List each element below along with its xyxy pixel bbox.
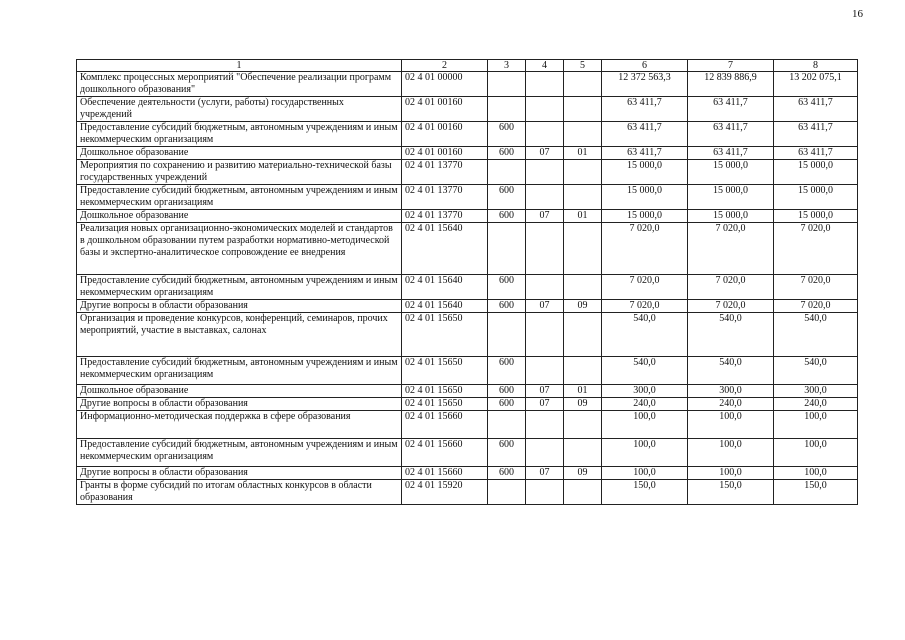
- row-expense-type: 600: [488, 275, 526, 300]
- row-amount-col7: 540,0: [688, 357, 774, 385]
- row-amount-col6: 300,0: [602, 385, 688, 398]
- table-row: [77, 357, 858, 385]
- row-name: Дошкольное образование: [77, 385, 402, 398]
- row-amount-col8: 540,0: [774, 357, 858, 385]
- row-subsection: [564, 357, 602, 385]
- row-expense-type: 600: [488, 210, 526, 223]
- row-target-code: 02 4 01 13770: [402, 160, 488, 185]
- table-row: [77, 72, 858, 97]
- row-name: Информационно-методическая поддержка в сфере образования: [77, 411, 402, 439]
- row-amount-col8: 7 020,0: [774, 223, 858, 275]
- table-row: [77, 275, 858, 300]
- row-amount-col6: 15 000,0: [602, 160, 688, 185]
- row-section: [526, 185, 564, 210]
- row-section: [526, 223, 564, 275]
- row-name: Предоставление субсидий бюджетным, автономным учреждениям и иным некоммерческим организациям: [77, 275, 402, 300]
- row-expense-type: [488, 223, 526, 275]
- row-name: Другие вопросы в области образования: [77, 467, 402, 480]
- row-expense-type: 600: [488, 147, 526, 160]
- row-subsection: [564, 185, 602, 210]
- row-subsection: 09: [564, 300, 602, 313]
- row-amount-col6: 15 000,0: [602, 210, 688, 223]
- row-name: Другие вопросы в области образования: [77, 300, 402, 313]
- row-expense-type: [488, 411, 526, 439]
- row-section: [526, 160, 564, 185]
- row-target-code: 02 4 01 15640: [402, 275, 488, 300]
- row-amount-col8: 540,0: [774, 313, 858, 357]
- row-target-code: 02 4 01 15650: [402, 385, 488, 398]
- row-expense-type: 600: [488, 385, 526, 398]
- row-amount-col6: 7 020,0: [602, 223, 688, 275]
- row-expense-type: [488, 480, 526, 505]
- row-target-code: 02 4 01 00160: [402, 122, 488, 147]
- row-target-code: 02 4 01 00160: [402, 147, 488, 160]
- row-name: Дошкольное образование: [77, 147, 402, 160]
- table-row: [77, 122, 858, 147]
- row-amount-col8: 15 000,0: [774, 160, 858, 185]
- header-col-8: 8: [774, 60, 858, 72]
- row-subsection: [564, 275, 602, 300]
- row-target-code: 02 4 01 13770: [402, 185, 488, 210]
- row-amount-col7: 540,0: [688, 313, 774, 357]
- row-amount-col6: 150,0: [602, 480, 688, 505]
- row-subsection: [564, 72, 602, 97]
- row-amount-col8: 300,0: [774, 385, 858, 398]
- row-subsection: 01: [564, 147, 602, 160]
- row-subsection: [564, 160, 602, 185]
- row-amount-col8: 15 000,0: [774, 185, 858, 210]
- row-expense-type: [488, 97, 526, 122]
- table-row: [77, 300, 858, 313]
- row-name: Мероприятия по сохранению и развитию материально-технической базы государственных учреждений: [77, 160, 402, 185]
- row-expense-type: 600: [488, 122, 526, 147]
- row-name: Предоставление субсидий бюджетным, автономным учреждениям и иным некоммерческим организациям: [77, 122, 402, 147]
- row-section: [526, 411, 564, 439]
- header-col-5: 5: [564, 60, 602, 72]
- row-name: Гранты в форме субсидий по итогам областных конкурсов в области образования: [77, 480, 402, 505]
- header-col-2: 2: [402, 60, 488, 72]
- row-subsection: 01: [564, 210, 602, 223]
- row-amount-col6: 63 411,7: [602, 122, 688, 147]
- header-col-6: 6: [602, 60, 688, 72]
- row-expense-type: 600: [488, 467, 526, 480]
- table-row: [77, 223, 858, 275]
- row-expense-type: 600: [488, 185, 526, 210]
- row-section: 07: [526, 385, 564, 398]
- row-amount-col8: 7 020,0: [774, 275, 858, 300]
- row-amount-col7: 63 411,7: [688, 97, 774, 122]
- row-amount-col6: 15 000,0: [602, 185, 688, 210]
- table-row: [77, 210, 858, 223]
- row-name: Комплекс процессных мероприятий "Обеспечение реализации программ дошкольного образования": [77, 72, 402, 97]
- row-amount-col7: 63 411,7: [688, 147, 774, 160]
- row-expense-type: [488, 160, 526, 185]
- row-expense-type: [488, 72, 526, 97]
- row-amount-col7: 7 020,0: [688, 300, 774, 313]
- table-row: [77, 398, 858, 411]
- row-amount-col7: 7 020,0: [688, 275, 774, 300]
- row-amount-col6: 63 411,7: [602, 147, 688, 160]
- row-subsection: [564, 313, 602, 357]
- row-subsection: 01: [564, 385, 602, 398]
- table-row: [77, 480, 858, 505]
- header-col-3: 3: [488, 60, 526, 72]
- row-amount-col8: 100,0: [774, 467, 858, 480]
- row-target-code: 02 4 01 15660: [402, 439, 488, 467]
- row-section: [526, 122, 564, 147]
- row-expense-type: [488, 313, 526, 357]
- row-amount-col7: 7 020,0: [688, 223, 774, 275]
- row-name: Предоставление субсидий бюджетным, автономным учреждениям и иным некоммерческим организациям: [77, 185, 402, 210]
- row-target-code: 02 4 01 15650: [402, 357, 488, 385]
- row-target-code: 02 4 01 15660: [402, 467, 488, 480]
- row-name: Предоставление субсидий бюджетным, автономным учреждениям и иным некоммерческим организациям: [77, 439, 402, 467]
- row-amount-col6: 7 020,0: [602, 300, 688, 313]
- row-expense-type: 600: [488, 439, 526, 467]
- row-target-code: 02 4 01 15920: [402, 480, 488, 505]
- row-subsection: [564, 97, 602, 122]
- row-amount-col8: 100,0: [774, 411, 858, 439]
- row-amount-col8: 63 411,7: [774, 97, 858, 122]
- row-section: [526, 480, 564, 505]
- row-section: 07: [526, 398, 564, 411]
- table-row: [77, 467, 858, 480]
- row-target-code: 02 4 01 00160: [402, 97, 488, 122]
- row-target-code: 02 4 01 15650: [402, 398, 488, 411]
- row-target-code: 02 4 01 15640: [402, 223, 488, 275]
- row-amount-col8: 150,0: [774, 480, 858, 505]
- row-expense-type: 600: [488, 398, 526, 411]
- row-subsection: 09: [564, 398, 602, 411]
- row-amount-col8: 7 020,0: [774, 300, 858, 313]
- row-section: [526, 72, 564, 97]
- row-target-code: 02 4 01 15640: [402, 300, 488, 313]
- row-amount-col6: 12 372 563,3: [602, 72, 688, 97]
- row-target-code: 02 4 01 13770: [402, 210, 488, 223]
- row-amount-col7: 15 000,0: [688, 185, 774, 210]
- row-subsection: [564, 439, 602, 467]
- row-name: Предоставление субсидий бюджетным, автономным учреждениям и иным некоммерческим организациям: [77, 357, 402, 385]
- table-row: [77, 185, 858, 210]
- row-name: Дошкольное образование: [77, 210, 402, 223]
- row-amount-col6: 100,0: [602, 411, 688, 439]
- row-amount-col7: 150,0: [688, 480, 774, 505]
- row-amount-col6: 7 020,0: [602, 275, 688, 300]
- table-row: [77, 160, 858, 185]
- row-section: [526, 97, 564, 122]
- budget-table: [76, 59, 858, 505]
- row-subsection: [564, 411, 602, 439]
- row-expense-type: 600: [488, 357, 526, 385]
- table-row: [77, 411, 858, 439]
- row-amount-col8: 63 411,7: [774, 147, 858, 160]
- row-amount-col7: 300,0: [688, 385, 774, 398]
- table-row: [77, 147, 858, 160]
- header-col-7: 7: [688, 60, 774, 72]
- row-section: 07: [526, 467, 564, 480]
- row-amount-col6: 100,0: [602, 467, 688, 480]
- row-subsection: 09: [564, 467, 602, 480]
- row-amount-col8: 240,0: [774, 398, 858, 411]
- row-amount-col7: 100,0: [688, 467, 774, 480]
- row-section: 07: [526, 210, 564, 223]
- row-amount-col6: 63 411,7: [602, 97, 688, 122]
- row-amount-col8: 100,0: [774, 439, 858, 467]
- row-section: [526, 313, 564, 357]
- row-amount-col6: 240,0: [602, 398, 688, 411]
- page-number: 16: [852, 8, 863, 20]
- row-amount-col7: 12 839 886,9: [688, 72, 774, 97]
- row-amount-col8: 15 000,0: [774, 210, 858, 223]
- table-row: [77, 385, 858, 398]
- row-amount-col7: 15 000,0: [688, 210, 774, 223]
- row-subsection: [564, 223, 602, 275]
- row-name: Обеспечение деятельности (услуги, работы) государственных учреждений: [77, 97, 402, 122]
- table-row: [77, 313, 858, 357]
- row-amount-col6: 100,0: [602, 439, 688, 467]
- row-section: 07: [526, 147, 564, 160]
- row-name: Организация и проведение конкурсов, конференций, семинаров, прочих мероприятий, участие в выставках, салонах: [77, 313, 402, 357]
- table-row: [77, 97, 858, 122]
- row-amount-col6: 540,0: [602, 313, 688, 357]
- table-row: [77, 439, 858, 467]
- row-target-code: 02 4 01 00000: [402, 72, 488, 97]
- header-col-4: 4: [526, 60, 564, 72]
- row-section: [526, 439, 564, 467]
- row-amount-col7: 15 000,0: [688, 160, 774, 185]
- row-section: [526, 357, 564, 385]
- row-amount-col7: 240,0: [688, 398, 774, 411]
- header-col-1: 1: [77, 60, 402, 72]
- row-subsection: [564, 480, 602, 505]
- row-amount-col7: 63 411,7: [688, 122, 774, 147]
- row-target-code: 02 4 01 15660: [402, 411, 488, 439]
- row-name: Другие вопросы в области образования: [77, 398, 402, 411]
- row-subsection: [564, 122, 602, 147]
- header-row: [77, 60, 858, 72]
- row-amount-col7: 100,0: [688, 439, 774, 467]
- row-name: Реализация новых организационно-экономических моделей и стандартов в дошкольном образовании путем разработки нормативно-методической базы и экспертно-аналитическое сопровождение ее внедрения: [77, 223, 402, 275]
- row-section: 07: [526, 300, 564, 313]
- table-body: [77, 72, 858, 505]
- row-amount-col8: 63 411,7: [774, 122, 858, 147]
- row-amount-col8: 13 202 075,1: [774, 72, 858, 97]
- row-target-code: 02 4 01 15650: [402, 313, 488, 357]
- row-section: [526, 275, 564, 300]
- row-expense-type: 600: [488, 300, 526, 313]
- row-amount-col6: 540,0: [602, 357, 688, 385]
- row-amount-col7: 100,0: [688, 411, 774, 439]
